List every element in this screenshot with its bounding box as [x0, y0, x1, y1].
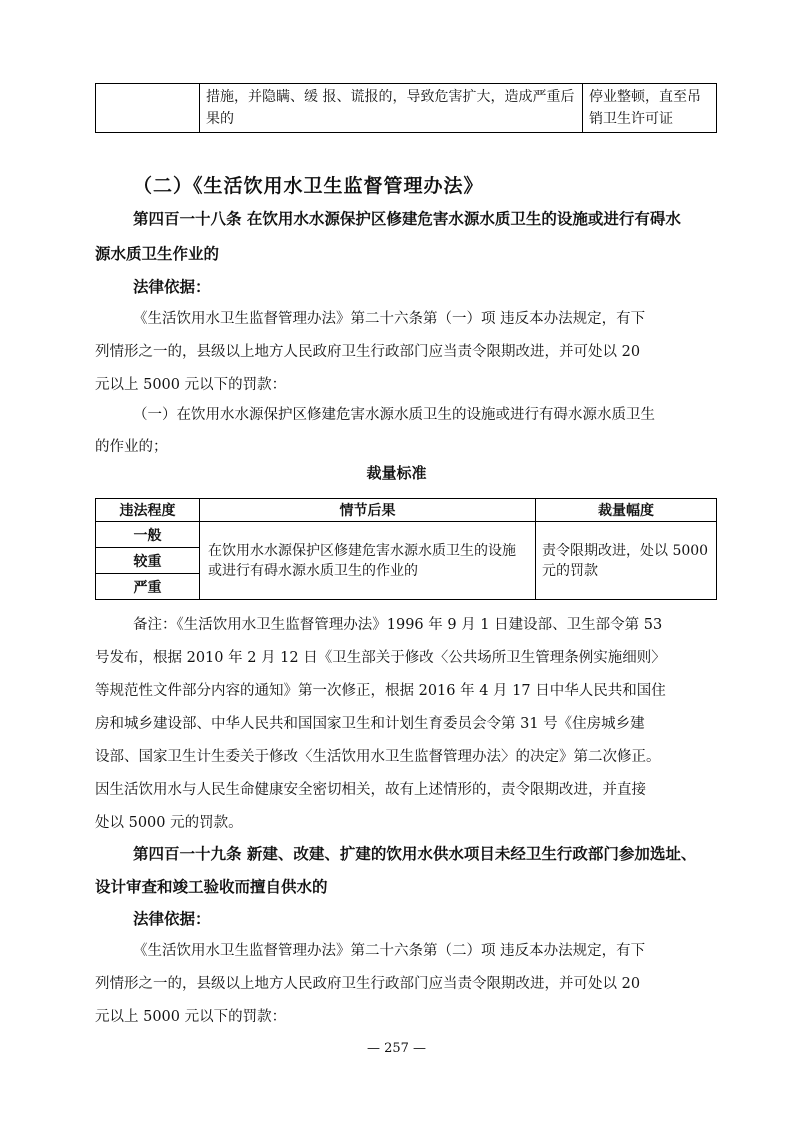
page-number: — 257 —: [366, 1041, 427, 1056]
article-418-title-line1: 第四百一十八条 在饮用水水源保护区修建危害水源水质卫生的设施或进行有碍水: [133, 210, 681, 228]
article-419-basis-line3: 元以上 5000 元以下的罚款：: [95, 1009, 287, 1025]
discretion-standard-table: [95, 498, 717, 600]
table-row: [96, 522, 717, 548]
article-418-title-line2: 源水质卫生作业的: [95, 245, 220, 263]
note-line7: 处以 5000 元的罚款。: [95, 815, 243, 831]
note-line3: 等规范性文件部分内容的通知》第一次修正，根据 2016 年 4 月 17 日中华人民共和国住: [95, 683, 666, 699]
article-419-basis-label: 法律依据：: [133, 910, 211, 928]
circumstance-cell: 在饮用水水源保护区修建危害水源水质卫生的设施或进行有碍水源水质卫生的作业的: [200, 522, 536, 600]
header-cell-circumstance: 情节后果: [200, 499, 536, 522]
note-line1: 备注：《生活饮用水卫生监督管理办法》1996 年 9 月 1 日建设部、卫生部令第 53: [133, 617, 663, 633]
article-419-basis-line1: 《生活饮用水卫生监督管理办法》第二十六条第（二）项 违反本办法规定，有下: [133, 943, 646, 959]
table-cell-result: 停业整顿，直至吊销卫生许可证: [583, 84, 717, 133]
level-cell-severe: 严重: [96, 574, 200, 600]
article-419-title-line1: 第四百一十九条 新建、改建、扩建的饮用水供水项目未经卫生行政部门参加选址、: [133, 845, 697, 863]
article-418-item-line2: 的作业的；: [95, 439, 168, 455]
article-419-title-line2: 设计审查和竣工验收而擅自供水的: [95, 878, 328, 896]
level-cell-general: 一般: [96, 522, 200, 548]
table-header-row: [96, 499, 717, 522]
header-cell-degree: 违法程度: [96, 499, 200, 522]
table-cell-empty: [96, 84, 200, 133]
article-418-basis-line2: 列情形之一的，县级以上地方人民政府卫生行政部门应当责令限期改进，并可处以 20: [95, 344, 641, 360]
level-cell-serious: 较重: [96, 548, 200, 574]
article-418-basis-line3: 元以上 5000 元以下的罚款：: [95, 377, 287, 393]
note-line6: 因生活饮用水与人民生命健康安全密切相关，故有上述情形的，责令限期改进，并直接: [95, 782, 646, 798]
note-line4: 房和城乡建设部、中华人民共和国国家卫生和计划生育委员会令第 31 号《住房城乡建: [95, 716, 645, 732]
note-line5: 设部、国家卫生计生委关于修改〈生活饮用水卫生监督管理办法〉的决定》第二次修正。: [95, 749, 661, 765]
standard-title: 裁量标准: [366, 464, 427, 482]
article-419-basis-line2: 列情形之一的，县级以上地方人民政府卫生行政部门应当责令限期改进，并可处以 20: [95, 976, 641, 992]
section-title: （二）《生活饮用水卫生监督管理办法》: [133, 175, 484, 197]
continuation-table: [95, 83, 717, 133]
header-cell-range: 裁量幅度: [536, 499, 717, 522]
note-line2: 号发布，根据 2010 年 2 月 12 日《卫生部关于修改〈公共场所卫生管理条例实施细则〉: [95, 650, 666, 666]
article-418-basis-line1: 《生活饮用水卫生监督管理办法》第二十六条第（一）项 违反本办法规定，有下: [133, 311, 646, 327]
range-cell: 责令限期改进，处以 5000 元的罚款: [536, 522, 717, 600]
article-418-basis-label: 法律依据：: [133, 278, 211, 296]
table-cell-circumstance: 措施，并隐瞒、缓 报、谎报的，导致危害扩大，造成严重后果的: [200, 84, 583, 133]
article-418-item-line1: （一）在饮用水水源保护区修建危害水源水质卫生的设施或进行有碍水源水质卫生: [133, 407, 655, 423]
